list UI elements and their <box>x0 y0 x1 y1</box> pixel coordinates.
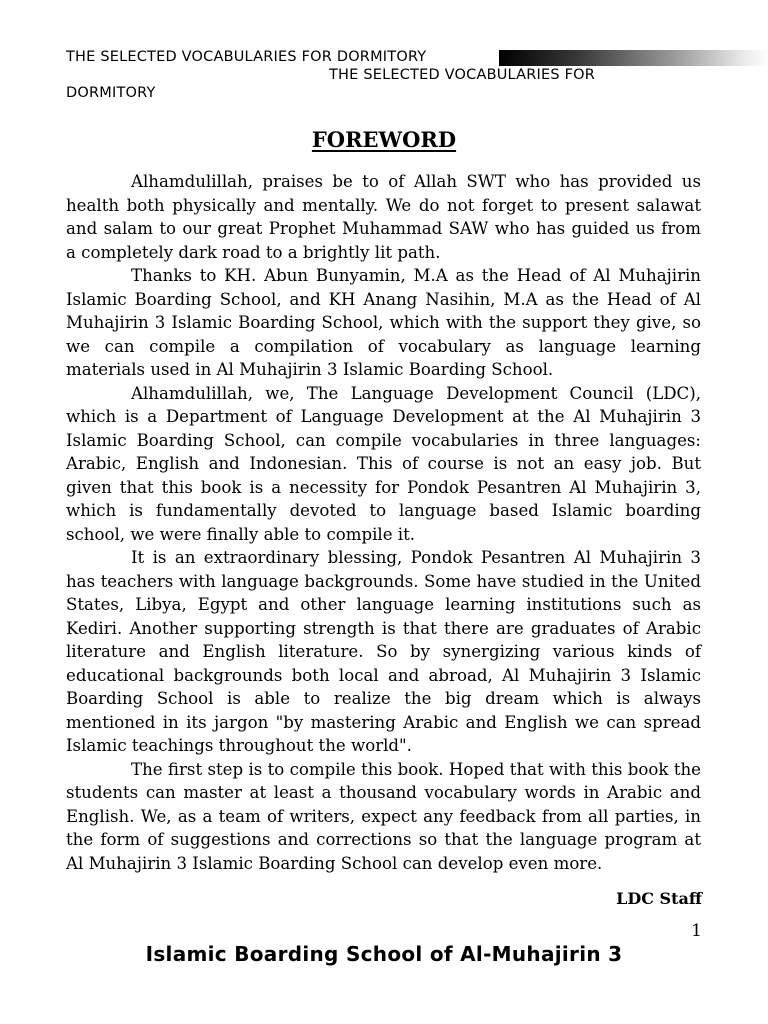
header-gradient-bar <box>499 50 768 66</box>
running-header-line-2: THE SELECTED VOCABULARIES FOR <box>329 67 596 83</box>
paragraph-5: The first step is to compile this book. Hoped that with this book the students can master at least a thousand vocabulary words in Arabic and English. We, as a team of writers, expect any feedback from all parties, in the form of suggestions and corrections so that the language program at Al Muhajirin 3 Islamic Boarding School can develop even more. <box>66 759 701 873</box>
page-title-text: FOREWORD <box>311 127 457 152</box>
paragraph-2: Thanks to KH. Abun Bunyamin, M.A as the Head of Al Muhajirin Islamic Boarding School, and KH Anang Nasihin, M.A as the Head of Al Muhajirin 3 Islamic Boarding School, which with the support they give, so we can compile a compilation of vocabulary as language learning materials used in Al Muhajirin 3 Islamic Boarding School. <box>66 266 701 379</box>
signature: LDC Staff <box>616 889 702 908</box>
paragraph-1: Alhamdulillah, praises be to of Allah SWT who has provided us health both physically and mentally. We do not forget to present salawat and salam to our great Prophet Muhammad SAW who has guided us from a completely dark road to a brightly lit path. <box>66 172 701 262</box>
page-footer: Islamic Boarding School of Al-Muhajirin 3 <box>145 942 623 966</box>
page-title <box>0 126 768 154</box>
paragraph-3: Alhamdulillah, we, The Language Development Council (LDC), which is a Department of Language Development at the Al Muhajirin 3 Islamic Boarding School, can compile vocabularies in three languages: Arabic, English and Indonesian. This of course is not an easy job. But given that this book is a necessity for Pondok Pesantren Al Muhajirin 3, which is fundamentally devoted to language based Islamic boarding school, we were finally able to compile it. <box>66 383 701 544</box>
running-header-line-1: THE SELECTED VOCABULARIES FOR DORMITORY <box>66 49 427 65</box>
page-number: 1 <box>691 921 702 941</box>
foreword-body <box>66 170 701 875</box>
running-header-line-3: DORMITORY <box>66 85 156 101</box>
paragraph-4: It is an extraordinary blessing, Pondok Pesantren Al Muhajirin 3 has teachers with language backgrounds. Some have studied in the United States, Libya, Egypt and other language learning institutions such as Kediri. Another supporting strength is that there are graduates of Arabic literature and English literature. So by synergizing various kinds of educational backgrounds both local and abroad, Al Muhajirin 3 Islamic Boarding School is able to realize the big dream which is always mentioned in its jargon "by mastering Arabic and English we can spread Islamic teachings throughout the world". <box>66 548 701 755</box>
